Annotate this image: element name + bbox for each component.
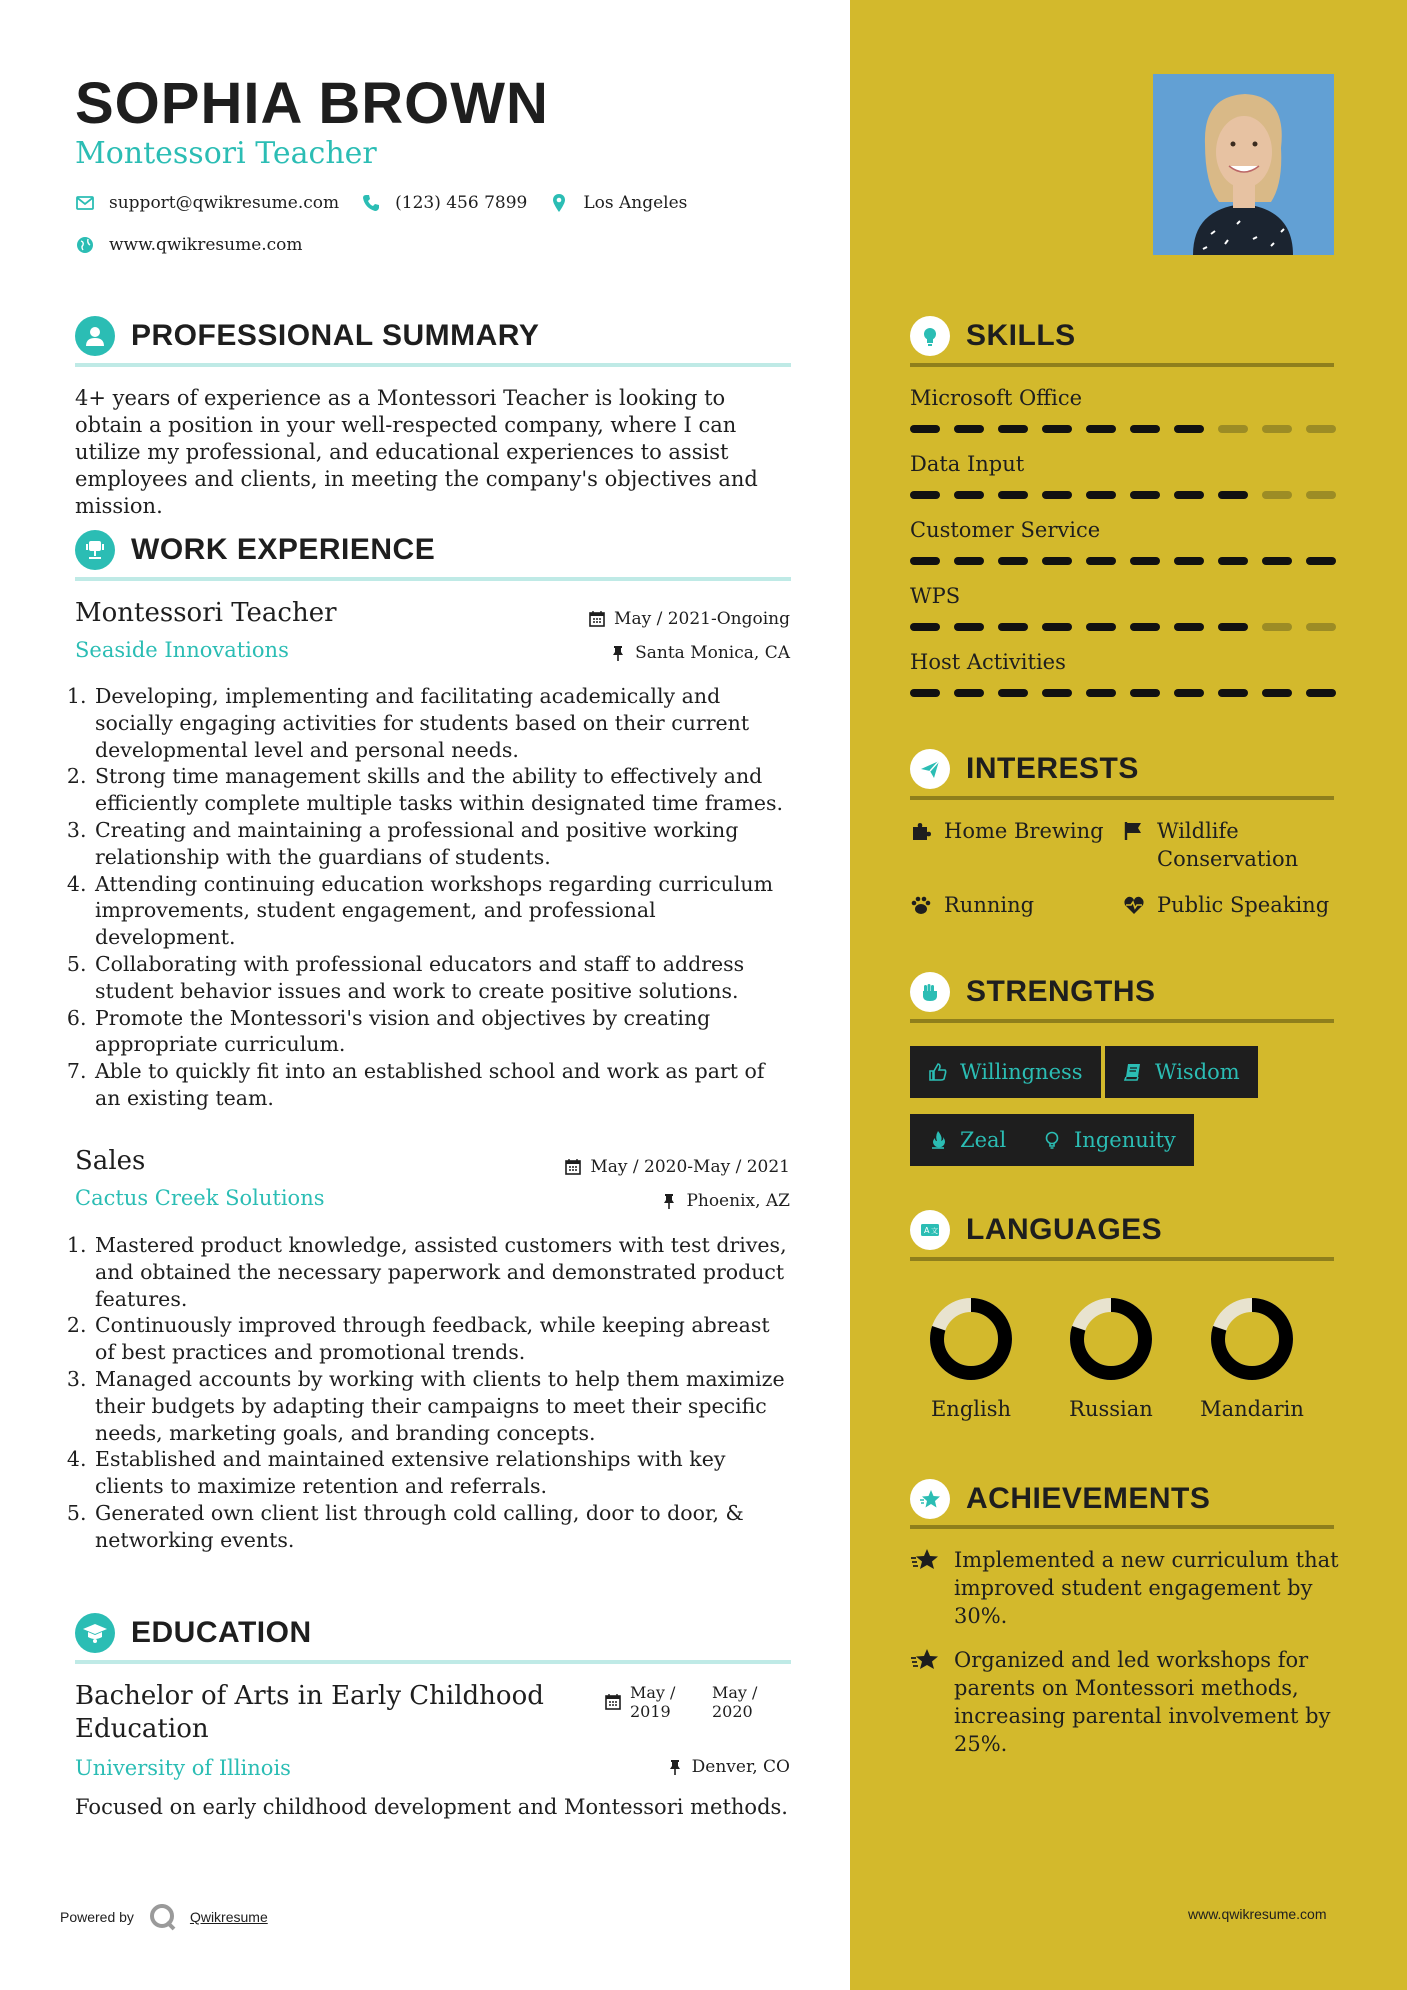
achievements-title: ACHIEVEMENTS bbox=[966, 1482, 1211, 1515]
language-label: Russian bbox=[1069, 1397, 1153, 1421]
list-item: 5. Collaborating with professional educators and staff to address student behavior issues and work to create positive solutions. bbox=[93, 951, 795, 1005]
powered-by bbox=[60, 1902, 268, 1932]
email-link[interactable]: support@qwikresume.com bbox=[109, 193, 340, 213]
list-item: 5. Generated own client list through cold calling, door to door, & networking events. bbox=[93, 1500, 795, 1554]
job-duties-list bbox=[75, 683, 795, 1112]
skill-dash bbox=[1042, 491, 1072, 499]
job-location bbox=[609, 643, 790, 663]
education-divider bbox=[75, 1660, 791, 1664]
skill-dash bbox=[1262, 689, 1292, 697]
experience-divider bbox=[75, 577, 791, 581]
star-icon bbox=[910, 1646, 940, 1674]
company-name: Seaside Innovations bbox=[75, 638, 289, 662]
skill-dash bbox=[998, 689, 1028, 697]
list-item: 3. Creating and maintaining a professional and positive working relationship with the guardians of students. bbox=[93, 817, 795, 871]
list-item: 4. Established and maintained extensive relationships with key clients to maximize retention and referrals. bbox=[93, 1446, 795, 1500]
phone-number[interactable]: (123) 456 7899 bbox=[395, 193, 528, 213]
job-title: Montessori Teacher bbox=[75, 598, 337, 628]
skill-rating bbox=[910, 557, 1350, 565]
calendar-icon bbox=[604, 1693, 622, 1711]
skill-dash bbox=[1262, 623, 1292, 631]
skill-dash bbox=[1218, 557, 1248, 565]
skill-dash bbox=[954, 425, 984, 433]
skill-dash bbox=[1306, 491, 1336, 499]
languages-heading bbox=[910, 1210, 1162, 1250]
summary-heading bbox=[75, 316, 539, 356]
end-year: 2020 bbox=[712, 1702, 753, 1721]
skill-label: Data Input bbox=[910, 452, 1025, 476]
paw-icon bbox=[910, 894, 932, 916]
job-location-text: Phoenix, AZ bbox=[686, 1191, 790, 1211]
job-location bbox=[660, 1191, 790, 1211]
lightbulb-icon bbox=[910, 316, 950, 356]
list-item: 6. Promote the Montessori's vision and objectives by creating appropriate curriculum. bbox=[93, 1005, 795, 1059]
skill-dash bbox=[1262, 425, 1292, 433]
education-dates bbox=[604, 1683, 757, 1721]
skill-dash bbox=[954, 623, 984, 631]
skills-title: SKILLS bbox=[966, 319, 1076, 352]
contact-row-1 bbox=[75, 193, 709, 213]
language-proficiency-chart bbox=[928, 1296, 1014, 1382]
strengths-title: STRENGTHS bbox=[966, 975, 1156, 1008]
skill-dash bbox=[1086, 425, 1116, 433]
strength-label: Ingenuity bbox=[1074, 1128, 1176, 1152]
puzzle-icon bbox=[910, 820, 932, 842]
skill-dash bbox=[1130, 425, 1160, 433]
skill-dash bbox=[1174, 623, 1204, 631]
strength-badge bbox=[1024, 1114, 1194, 1166]
language-proficiency-chart bbox=[1209, 1296, 1295, 1382]
list-item: 1. Developing, implementing and facilitating academically and socially engaging activities for students based on their current developmental level and personal needs. bbox=[93, 683, 795, 763]
pushpin-icon bbox=[660, 1192, 678, 1210]
pushpin-icon bbox=[666, 1758, 684, 1776]
summary-title: PROFESSIONAL SUMMARY bbox=[131, 319, 540, 352]
map-marker-icon bbox=[549, 193, 569, 213]
graduation-cap-icon bbox=[75, 1613, 115, 1653]
svg-text:A: A bbox=[924, 1226, 930, 1235]
globe-icon bbox=[75, 235, 95, 255]
achievement-text: Organized and led workshops for parents on Montessori methods, increasing parental involvement by 25%. bbox=[954, 1648, 1331, 1756]
interest-label: Wildlife Conservation bbox=[1157, 819, 1299, 871]
skill-dash bbox=[998, 623, 1028, 631]
interest-label: Running bbox=[944, 893, 1035, 917]
book-icon bbox=[1123, 1062, 1143, 1082]
skill-dash bbox=[954, 491, 984, 499]
skill-dash bbox=[1174, 689, 1204, 697]
experience-title: WORK EXPERIENCE bbox=[131, 533, 436, 566]
fist-icon bbox=[910, 972, 950, 1012]
education-location-text: Denver, CO bbox=[691, 1757, 790, 1777]
skill-dash bbox=[1306, 557, 1336, 565]
start-month: May / bbox=[630, 1683, 676, 1702]
interest-item bbox=[910, 817, 1104, 845]
achievement-item bbox=[910, 1546, 1340, 1630]
svg-text:文: 文 bbox=[931, 1227, 938, 1235]
star-icon bbox=[910, 1546, 940, 1574]
interests-title: INTERESTS bbox=[966, 752, 1139, 785]
skill-dash bbox=[1218, 491, 1248, 499]
list-item: 3. Managed accounts by working with clients to help them maximize their budgets by adapting their campaigns to meet their specific needs, marketing goals, and branding concepts. bbox=[93, 1366, 795, 1446]
education-start bbox=[630, 1683, 712, 1721]
school-name: University of Illinois bbox=[75, 1756, 291, 1780]
heartbeat-icon bbox=[1123, 894, 1145, 916]
interest-item bbox=[1123, 891, 1329, 919]
skill-dash bbox=[1042, 557, 1072, 565]
flag-icon bbox=[1123, 820, 1145, 842]
skill-dash bbox=[1042, 689, 1072, 697]
language-label: Mandarin bbox=[1200, 1397, 1304, 1421]
skill-dash bbox=[910, 557, 940, 565]
skill-dash bbox=[1306, 623, 1336, 631]
languages-divider bbox=[910, 1257, 1334, 1261]
skill-dash bbox=[998, 557, 1028, 565]
interests-divider bbox=[910, 796, 1334, 800]
list-item: 2. Strong time management skills and the ability to effectively and efficiently complete multiple tasks within designated time frames. bbox=[93, 763, 795, 817]
candidate-name: SOPHIA BROWN bbox=[75, 71, 549, 136]
interests-heading bbox=[910, 749, 1139, 789]
skill-dash bbox=[1086, 623, 1116, 631]
achievements-heading bbox=[910, 1479, 1210, 1519]
envelope-icon bbox=[75, 193, 95, 213]
skill-dash bbox=[954, 557, 984, 565]
strength-label: Wisdom bbox=[1155, 1060, 1240, 1084]
skill-rating bbox=[910, 491, 1350, 499]
skill-dash bbox=[1174, 425, 1204, 433]
start-year: 2019 bbox=[630, 1702, 671, 1721]
summary-divider bbox=[75, 363, 791, 367]
list-item: 1. Mastered product knowledge, assisted customers with test drives, and obtained the necessary paperwork and demonstrated product features. bbox=[93, 1232, 795, 1312]
skill-dash bbox=[998, 425, 1028, 433]
skill-dash bbox=[1086, 491, 1116, 499]
skill-label: Microsoft Office bbox=[910, 386, 1083, 410]
skill-dash bbox=[1262, 491, 1292, 499]
list-item: 4. Attending continuing education workshops regarding curriculum improvements, student engagement, and professional development. bbox=[93, 871, 795, 951]
location-text: Los Angeles bbox=[583, 193, 688, 213]
skills-heading bbox=[910, 316, 1076, 356]
interest-label: Home Brewing bbox=[944, 819, 1104, 843]
phone-icon bbox=[361, 193, 381, 213]
skill-dash bbox=[1218, 623, 1248, 631]
job-location-text: Santa Monica, CA bbox=[635, 643, 790, 663]
calendar-icon bbox=[564, 1158, 582, 1176]
calendar-icon bbox=[588, 610, 606, 628]
skill-dash bbox=[1130, 491, 1160, 499]
skill-dash bbox=[1086, 689, 1116, 697]
skill-rating bbox=[910, 689, 1350, 697]
contact-row-2 bbox=[75, 235, 325, 255]
briefcase-chair-icon bbox=[75, 530, 115, 570]
skill-dash bbox=[1042, 623, 1072, 631]
skill-dash bbox=[1174, 557, 1204, 565]
skill-dash bbox=[1218, 425, 1248, 433]
education-title: EDUCATION bbox=[131, 1616, 312, 1649]
skill-dash bbox=[1042, 425, 1072, 433]
education-description: Focused on early childhood development and Montessori methods. bbox=[75, 1795, 788, 1819]
achievement-text: Implemented a new curriculum that improved student engagement by 30%. bbox=[954, 1548, 1339, 1628]
skill-dash bbox=[1130, 689, 1160, 697]
languages-title: LANGUAGES bbox=[966, 1213, 1163, 1246]
strength-label: Willingness bbox=[960, 1060, 1083, 1084]
degree-title: Bachelor of Arts in Early Childhood Education bbox=[75, 1681, 544, 1744]
job-dates bbox=[588, 609, 790, 629]
company-name: Cactus Creek Solutions bbox=[75, 1186, 325, 1210]
skill-dash bbox=[910, 689, 940, 697]
brand-link[interactable]: Qwikresume bbox=[189, 1909, 268, 1925]
skill-label: WPS bbox=[910, 584, 961, 608]
achievement-item bbox=[910, 1646, 1340, 1758]
education-end bbox=[712, 1683, 757, 1721]
skill-rating bbox=[910, 425, 1350, 433]
skill-dash bbox=[910, 491, 940, 499]
skill-dash bbox=[954, 689, 984, 697]
job-dates-text: May / 2020-May / 2021 bbox=[590, 1157, 790, 1177]
strengths-divider bbox=[910, 1019, 1334, 1023]
skill-dash bbox=[1306, 425, 1336, 433]
job-dates-text: May / 2021-Ongoing bbox=[614, 609, 790, 629]
achievements-divider bbox=[910, 1525, 1334, 1529]
skill-label: Host Activities bbox=[910, 650, 1066, 674]
skill-dash bbox=[1086, 557, 1116, 565]
thumbs-up-icon bbox=[928, 1062, 948, 1082]
interest-item bbox=[1123, 817, 1333, 873]
interest-item bbox=[910, 891, 1034, 919]
skill-label: Customer Service bbox=[910, 518, 1101, 542]
list-item: 7. Able to quickly fit into an established school and work as part of an existing team. bbox=[93, 1058, 795, 1112]
skill-dash bbox=[1130, 623, 1160, 631]
interest-label: Public Speaking bbox=[1157, 893, 1330, 917]
pushpin-icon bbox=[609, 644, 627, 662]
strength-label: Zeal bbox=[960, 1128, 1007, 1152]
language-label: English bbox=[930, 1397, 1012, 1421]
skill-dash bbox=[1262, 557, 1292, 565]
skill-dash bbox=[1218, 689, 1248, 697]
end-month: May / bbox=[712, 1683, 758, 1702]
lightbulb-icon bbox=[1042, 1130, 1062, 1150]
strength-badge bbox=[910, 1046, 1101, 1098]
job-title: Sales bbox=[75, 1146, 146, 1176]
user-icon bbox=[75, 316, 115, 356]
experience-heading bbox=[75, 530, 435, 570]
qwikresume-logo-icon bbox=[148, 1902, 178, 1932]
paper-plane-icon bbox=[910, 749, 950, 789]
job-dates bbox=[564, 1157, 790, 1177]
job-duties-list bbox=[75, 1232, 795, 1554]
profile-photo bbox=[1153, 74, 1334, 255]
star-icon bbox=[910, 1479, 950, 1519]
summary-text: 4+ years of experience as a Montessori Teacher is looking to obtain a position in your well-respected company, where I can utilize my professional, and educational experiences to assist employees and clients, in meeting the company's objectives and mission. bbox=[75, 386, 758, 518]
strengths-heading bbox=[910, 972, 1156, 1012]
skill-dash bbox=[998, 491, 1028, 499]
skill-dash bbox=[910, 623, 940, 631]
skill-dash bbox=[1130, 557, 1160, 565]
education-heading bbox=[75, 1613, 312, 1653]
skill-rating bbox=[910, 623, 1350, 631]
powered-by-label: Powered by bbox=[60, 1909, 134, 1925]
strength-badge bbox=[910, 1114, 1024, 1166]
list-item: 2. Continuously improved through feedback, while keeping abreast of best practices and promotional trends. bbox=[93, 1312, 795, 1366]
education-location bbox=[666, 1757, 790, 1777]
candidate-title: Montessori Teacher bbox=[75, 136, 377, 171]
website-link[interactable]: www.qwikresume.com bbox=[109, 235, 303, 255]
language-proficiency-chart bbox=[1068, 1296, 1154, 1382]
language-icon bbox=[910, 1210, 950, 1250]
skills-divider bbox=[910, 363, 1334, 367]
skill-dash bbox=[1174, 491, 1204, 499]
fire-icon bbox=[928, 1130, 948, 1150]
strength-badge bbox=[1105, 1046, 1258, 1098]
skill-dash bbox=[910, 425, 940, 433]
skill-dash bbox=[1306, 689, 1336, 697]
footer-website[interactable]: www.qwikresume.com bbox=[1188, 1906, 1327, 1922]
